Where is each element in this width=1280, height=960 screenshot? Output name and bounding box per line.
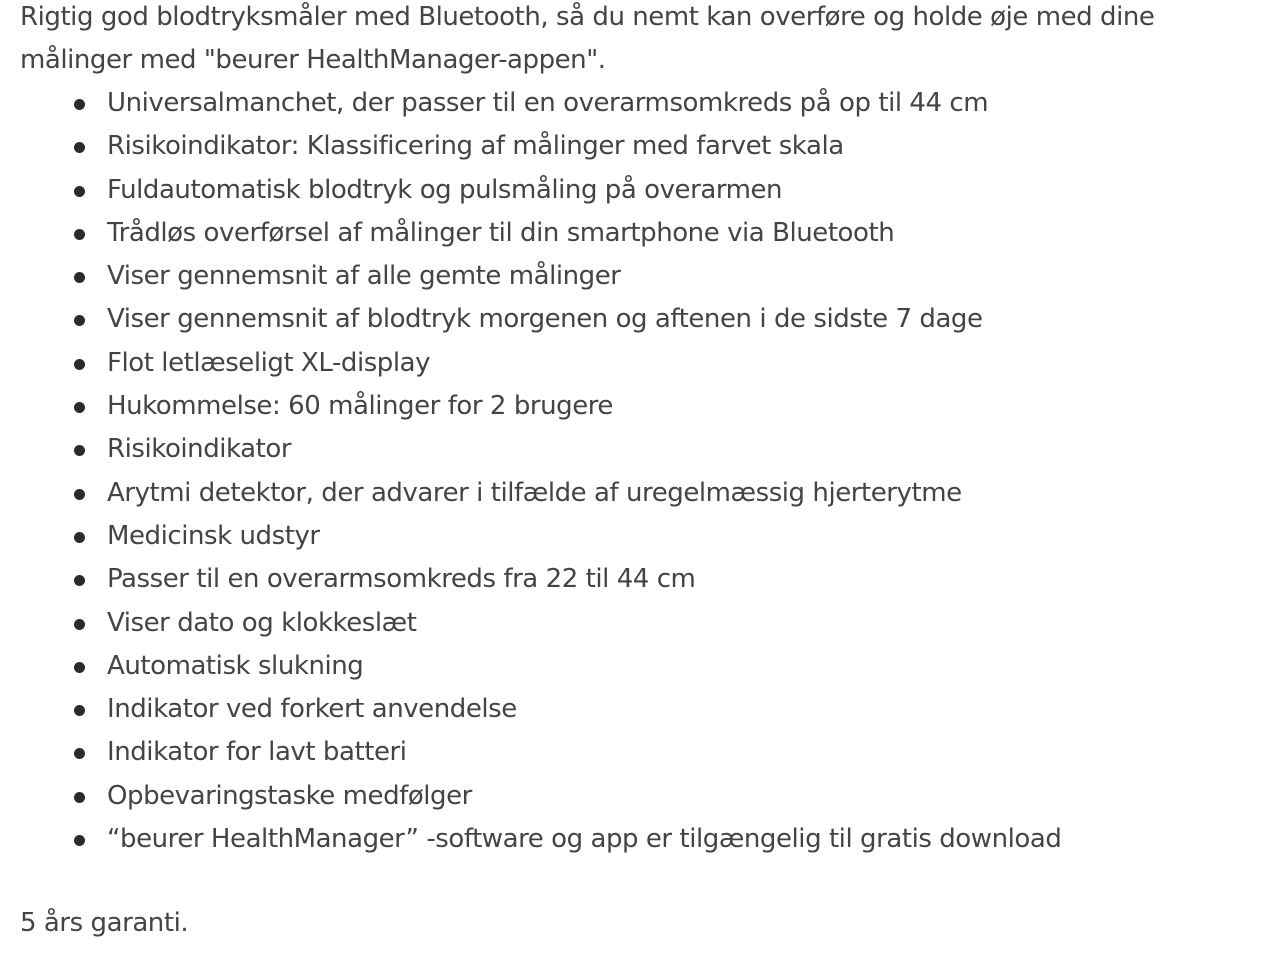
list-item <box>107 82 1266 125</box>
list-item <box>107 515 1266 558</box>
bullet-icon <box>74 315 85 326</box>
feature-text: Viser dato og klokkeslæt <box>107 607 417 638</box>
intro-paragraph: Rigtig god blodtryksmåler med Bluetooth, så du nemt kan overføre og holde øje med dine målinger med "beurer HealthManager-appen". <box>20 2 1155 75</box>
list-item <box>107 558 1266 601</box>
bullet-icon <box>74 229 85 240</box>
bullet-icon <box>74 705 85 716</box>
list-item <box>107 125 1266 168</box>
feature-text: “beurer HealthManager” -software og app er tilgængelig til gratis download <box>107 824 1062 855</box>
bullet-icon <box>74 489 85 500</box>
list-item <box>107 428 1266 471</box>
feature-text: Medicinsk udstyr <box>107 520 320 551</box>
list-item <box>107 472 1266 515</box>
list-item <box>107 342 1266 385</box>
feature-text: Opbevaringstaske medfølger <box>107 780 472 811</box>
list-item <box>107 255 1266 298</box>
bullet-icon <box>74 359 85 370</box>
feature-text: Automatisk slukning <box>107 650 364 681</box>
bullet-icon <box>74 532 85 543</box>
feature-text: Indikator ved forkert anvendelse <box>107 694 517 725</box>
feature-text: Trådløs overførsel af målinger til din smartphone via Bluetooth <box>107 217 895 248</box>
list-item <box>107 212 1266 255</box>
feature-text: Passer til en overarmsomkreds fra 22 til 44 cm <box>107 564 696 595</box>
feature-text: Hukommelse: 60 målinger for 2 brugere <box>107 391 613 422</box>
bullet-icon <box>74 272 85 283</box>
feature-text: Risikoindikator: Klassificering af målinger med farvet skala <box>107 131 844 162</box>
warranty-text: 5 års garanti. <box>20 908 189 938</box>
feature-text: Arytmi detektor, der advarer i tilfælde af uregelmæssig hjerterytme <box>107 477 962 508</box>
bullet-icon <box>74 142 85 153</box>
feature-text: Universalmanchet, der passer til en overarmsomkreds på op til 44 cm <box>107 88 989 118</box>
feature-text: Indikator for lavt batteri <box>107 737 407 768</box>
bullet-icon <box>74 748 85 759</box>
feature-list <box>20 82 1266 861</box>
bullet-icon <box>74 662 85 673</box>
list-item <box>107 731 1266 774</box>
feature-text: Fuldautomatisk blodtryk og pulsmåling på overarmen <box>107 174 783 205</box>
bullet-icon <box>74 792 85 803</box>
list-item <box>107 602 1266 645</box>
list-item <box>107 645 1266 688</box>
feature-text: Risikoindikator <box>107 434 292 465</box>
bullet-icon <box>74 99 85 110</box>
bullet-icon <box>74 186 85 197</box>
bullet-icon <box>74 445 85 456</box>
feature-text: Viser gennemsnit af blodtryk morgenen og aftenen i de sidste 7 dage <box>107 304 983 335</box>
list-item <box>107 298 1266 341</box>
list-item <box>107 818 1266 861</box>
list-item <box>107 169 1266 212</box>
feature-text: Flot letlæseligt XL-display <box>107 347 431 378</box>
list-item <box>107 775 1266 818</box>
feature-text: Viser gennemsnit af alle gemte målinger <box>107 261 621 292</box>
bullet-icon <box>74 619 85 630</box>
bullet-icon <box>74 835 85 846</box>
list-item <box>107 385 1266 428</box>
bullet-icon <box>74 402 85 413</box>
bullet-icon <box>74 575 85 586</box>
list-item <box>107 688 1266 731</box>
